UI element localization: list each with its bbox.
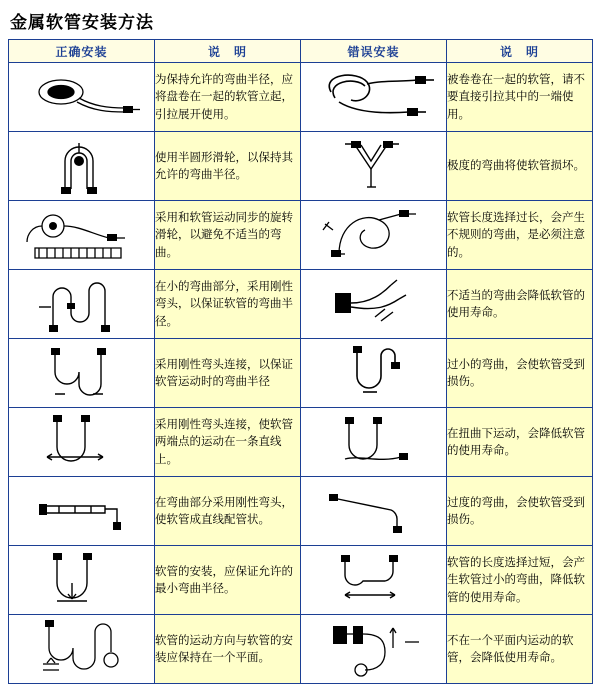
table-row xyxy=(9,201,593,270)
illustration-cell-wrong xyxy=(301,201,447,270)
torsion-bend-icon xyxy=(305,411,443,473)
table-row xyxy=(9,270,593,339)
coiled-hose-pulled-icon xyxy=(305,66,443,128)
illustration-cell-wrong xyxy=(301,615,447,684)
page-title: 金属软管安装方法 xyxy=(10,13,154,33)
improper-bend-icon xyxy=(305,273,443,335)
table-row xyxy=(9,477,593,546)
long-hose-irregular-bend-icon xyxy=(305,204,443,266)
table-body xyxy=(9,63,593,684)
header-correct-note: 说 明 xyxy=(155,40,301,63)
table-row xyxy=(9,615,593,684)
description-wrong: 极度的弯曲将使软管损坏。 xyxy=(447,132,593,201)
table-header-row xyxy=(9,40,593,63)
out-of-plane-motion-icon xyxy=(305,618,443,680)
same-plane-motion-icon xyxy=(13,618,151,680)
description-wrong: 在扭曲下运动，会降低软管的使用寿命。 xyxy=(447,408,593,477)
illustration-cell-correct xyxy=(9,408,155,477)
table-row xyxy=(9,63,593,132)
illustration-cell-correct xyxy=(9,477,155,546)
illustration-cell-correct xyxy=(9,63,155,132)
installation-method-table xyxy=(8,39,593,684)
illustration-cell-wrong xyxy=(301,339,447,408)
illustration-cell-wrong xyxy=(301,408,447,477)
description-correct: 采用刚性弯头连接，使软管两端点的运动在一条直线上。 xyxy=(155,408,301,477)
description-correct: 使用半圆形滑轮，以保持其允许的弯曲半径。 xyxy=(155,132,301,201)
illustration-cell-correct xyxy=(9,132,155,201)
description-correct: 在弯曲部分采用刚性弯头，使软管成直线配管状。 xyxy=(155,477,301,546)
illustration-cell-wrong xyxy=(301,270,447,339)
table-row xyxy=(9,339,593,408)
description-wrong: 软管长度选择过长，会产生不规则的弯曲，是必须注意的。 xyxy=(447,201,593,270)
straight-piping-elbow-icon xyxy=(13,480,151,542)
illustration-cell-correct xyxy=(9,339,155,408)
semicircular-sheave-icon xyxy=(13,135,151,197)
header-wrong-note: 说 明 xyxy=(447,40,593,63)
rotating-sheave-chain-icon xyxy=(13,204,151,266)
description-wrong: 被卷卷在一起的软管，请不要直接引拉其中的一端使用。 xyxy=(447,63,593,132)
table-row xyxy=(9,132,593,201)
overlong-hose-icon xyxy=(305,549,443,611)
u-bend-straight-line-icon xyxy=(13,411,151,473)
illustration-cell-wrong xyxy=(301,63,447,132)
description-correct: 软管的安装，应保证允许的最小弯曲半径。 xyxy=(155,546,301,615)
rigid-bend-small-radius-icon xyxy=(13,273,151,335)
description-wrong: 软管的长度选择过短，会产生软管过小的弯曲，降低软管的使用寿命。 xyxy=(447,546,593,615)
illustration-cell-correct xyxy=(9,546,155,615)
illustration-cell-wrong xyxy=(301,132,447,201)
table-row xyxy=(9,408,593,477)
description-wrong: 过小的弯曲，会使软管受到损伤。 xyxy=(447,339,593,408)
table-header xyxy=(9,40,593,63)
header-correct-install: 正确安装 xyxy=(9,40,155,63)
header-wrong-install: 错误安装 xyxy=(301,40,447,63)
illustration-cell-correct xyxy=(9,201,155,270)
rigid-elbow-connection-icon xyxy=(13,342,151,404)
excessive-bend-icon xyxy=(305,480,443,542)
description-correct: 采用和软管运动同步的旋转滑轮，以避免不适当的弯曲。 xyxy=(155,201,301,270)
too-small-bend-icon xyxy=(305,342,443,404)
illustration-cell-wrong xyxy=(301,546,447,615)
description-correct: 在小的弯曲部分，采用刚性弯头，以保证软管的弯曲半径。 xyxy=(155,270,301,339)
illustration-cell-wrong xyxy=(301,477,447,546)
description-correct: 为保持允许的弯曲半径，应将盘卷在一起的软管立起，引拉展开使用。 xyxy=(155,63,301,132)
min-bend-radius-install-icon xyxy=(13,549,151,611)
description-wrong: 不适当的弯曲会降低软管的使用寿命。 xyxy=(447,270,593,339)
description-correct: 采用刚性弯头连接，以保证软管运动时的弯曲半径 xyxy=(155,339,301,408)
sharp-bend-icon xyxy=(305,135,443,197)
description-correct: 软管的运动方向与软管的安装应保持在一个平面。 xyxy=(155,615,301,684)
illustration-cell-correct xyxy=(9,270,155,339)
coiled-hose-flat-icon xyxy=(13,66,151,128)
description-wrong: 不在一个平面内运动的软管，会降低使用寿命。 xyxy=(447,615,593,684)
table-row xyxy=(9,546,593,615)
illustration-cell-correct xyxy=(9,615,155,684)
description-wrong: 过度的弯曲，会使软管受到损伤。 xyxy=(447,477,593,546)
